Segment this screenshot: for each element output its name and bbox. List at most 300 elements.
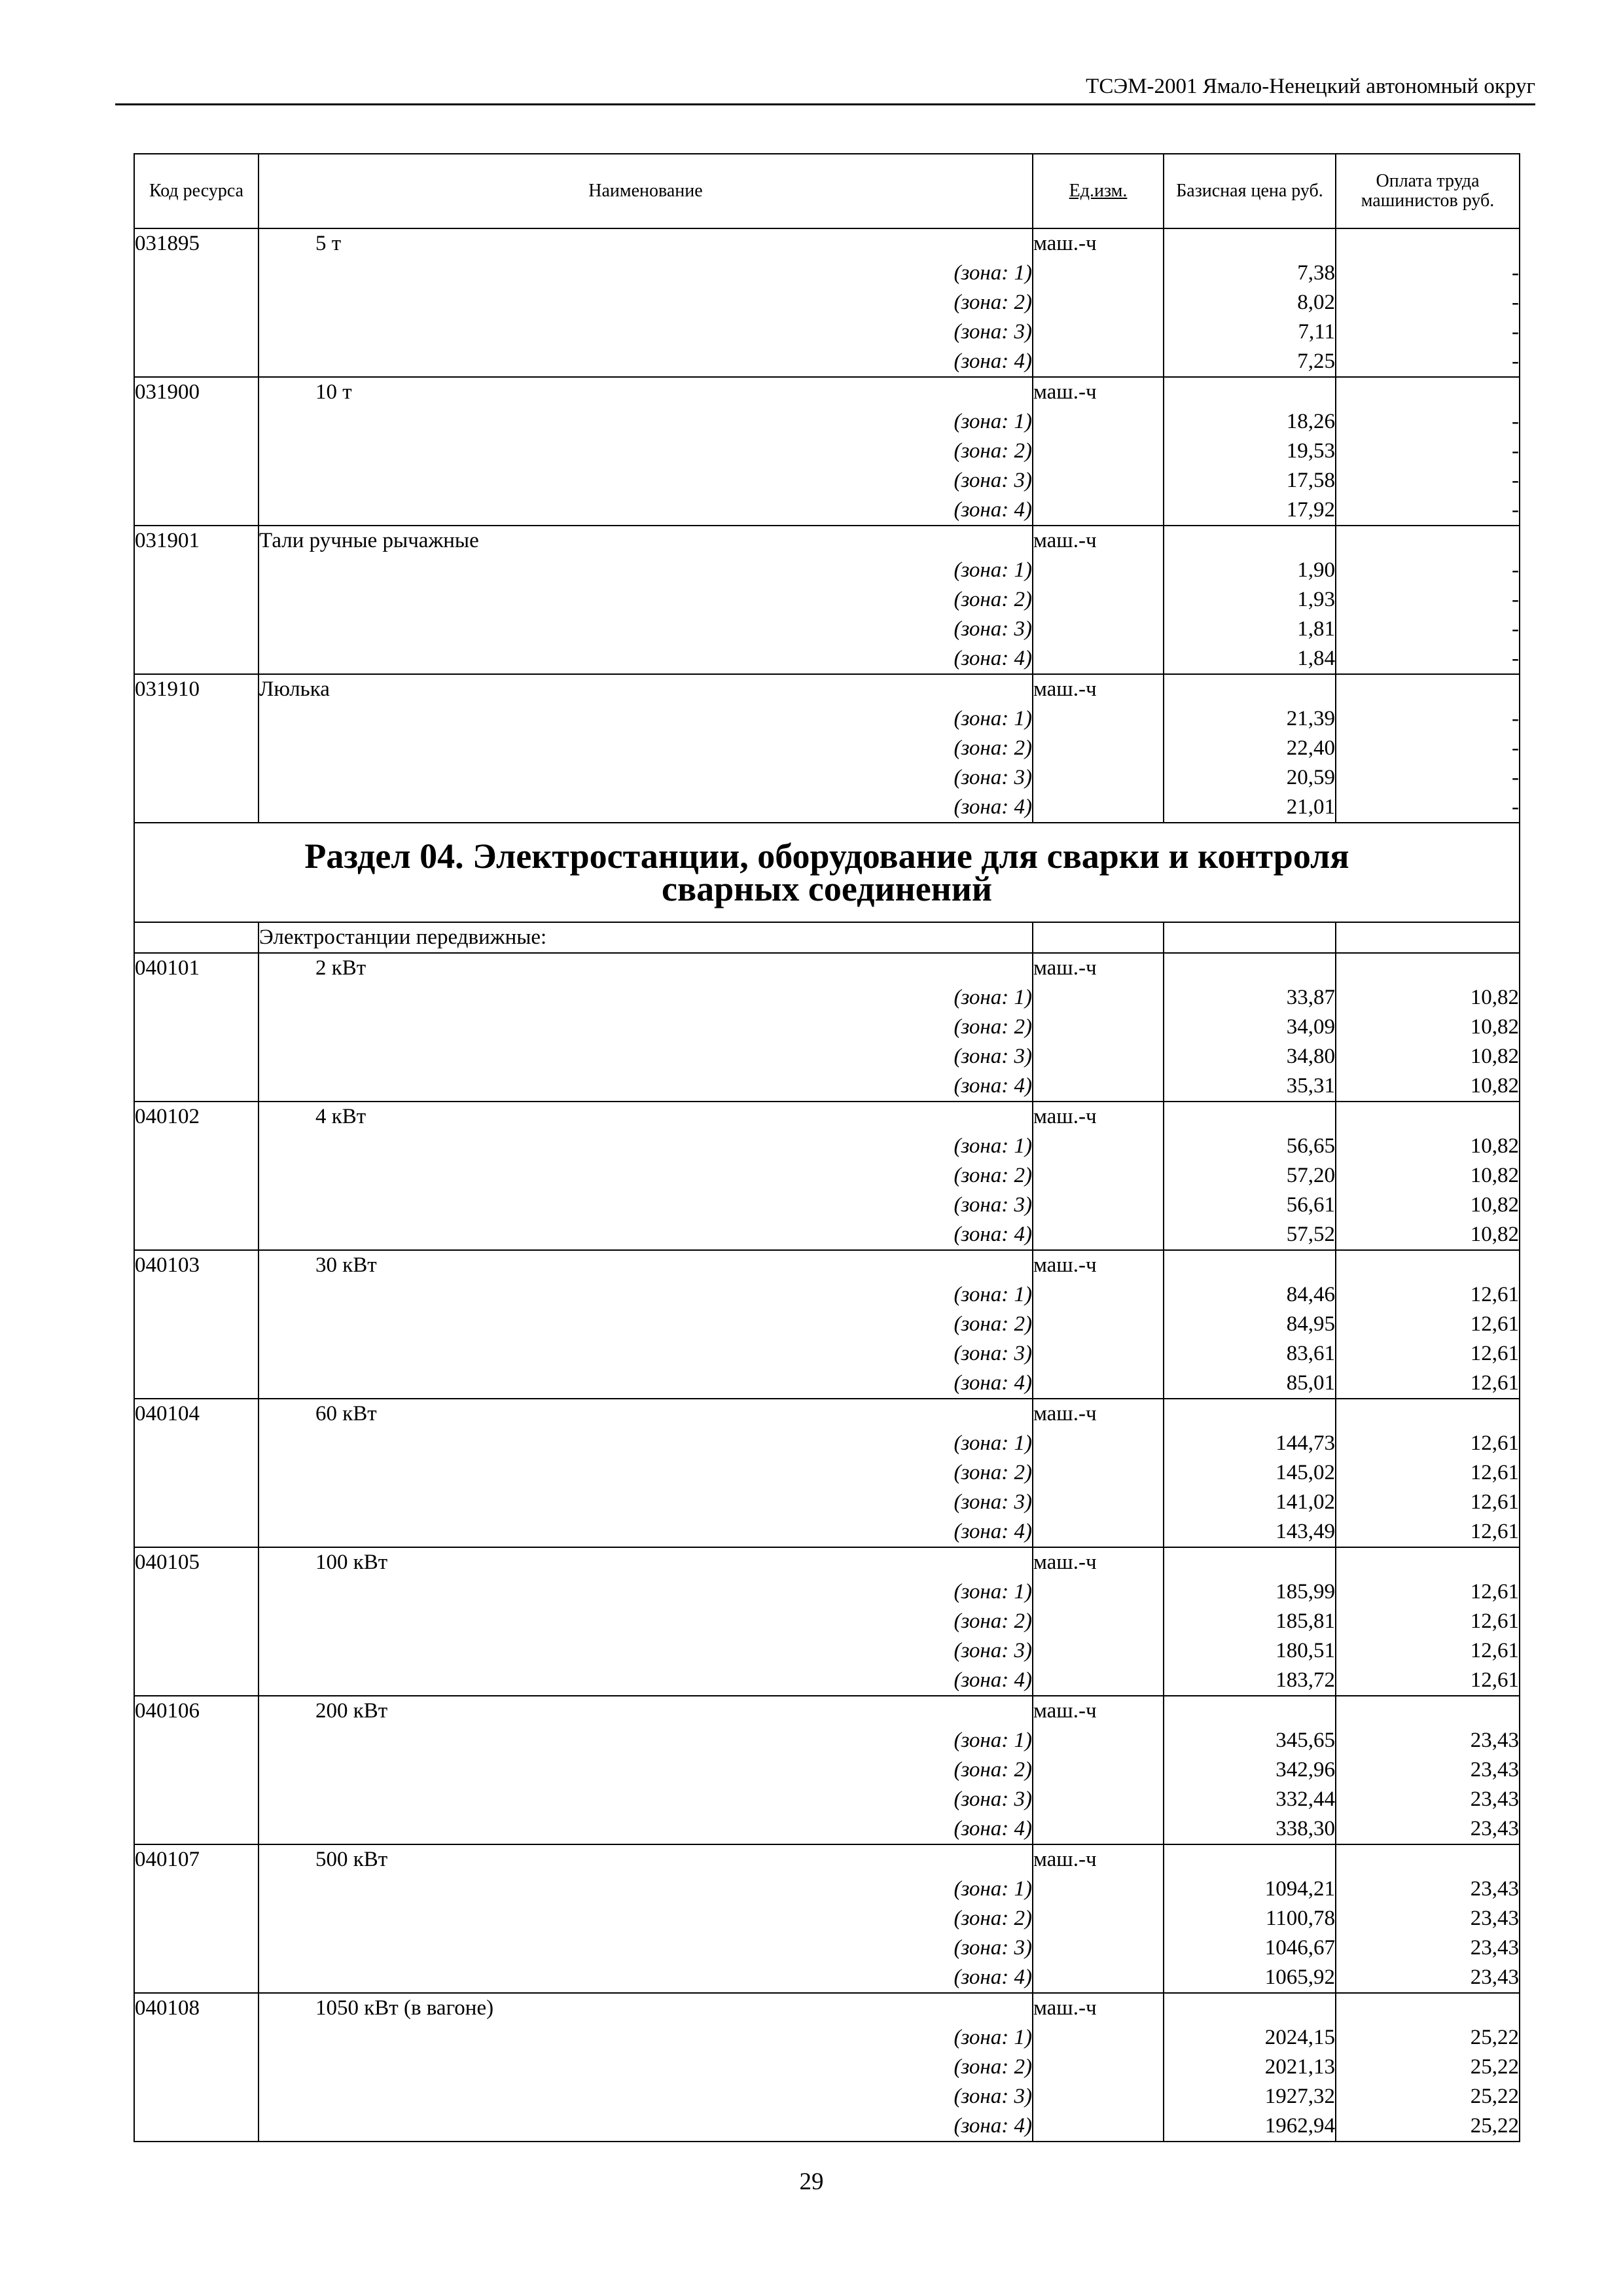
zone-unit-cell <box>1033 1755 1164 1785</box>
price-cell <box>1164 1250 1336 1280</box>
zone-code-cell <box>134 288 259 317</box>
zone-price: 185,81 <box>1164 1607 1336 1636</box>
subsection-row <box>134 922 1520 953</box>
resource-code: 031910 <box>134 674 259 704</box>
zone-label: (зона: 1) <box>259 1429 1033 1458</box>
zone-price: 342,96 <box>1164 1755 1336 1785</box>
resource-code: 040107 <box>134 1844 259 1874</box>
zone-label: (зона: 4) <box>259 1963 1033 1993</box>
zone-unit-cell <box>1033 1636 1164 1666</box>
zone-label: (зона: 4) <box>259 1666 1033 1696</box>
zone-code-cell <box>134 1339 259 1369</box>
zone-code-cell <box>134 1814 259 1844</box>
zone-price: 85,01 <box>1164 1369 1336 1399</box>
zone-wage: 23,43 <box>1336 1904 1520 1933</box>
section-row <box>134 823 1520 922</box>
zone-label: (зона: 1) <box>259 407 1033 437</box>
zone-code-cell <box>134 1132 259 1161</box>
zone-row <box>134 763 1520 793</box>
zone-wage: 23,43 <box>1336 1933 1520 1963</box>
table-header-row <box>134 154 1520 228</box>
zone-unit-cell <box>1033 466 1164 495</box>
zone-label: (зона: 1) <box>259 1132 1033 1161</box>
zone-price: 84,46 <box>1164 1280 1336 1310</box>
column-header-wage: Оплата труда машинистов руб. <box>1336 154 1520 228</box>
zone-price: 84,95 <box>1164 1310 1336 1339</box>
zone-price: 20,59 <box>1164 763 1336 793</box>
zone-unit-cell <box>1033 1874 1164 1904</box>
resource-price-table <box>134 153 1520 2142</box>
zone-price: 19,53 <box>1164 437 1336 466</box>
zone-label: (зона: 1) <box>259 1280 1033 1310</box>
zone-label: (зона: 4) <box>259 347 1033 377</box>
zone-row <box>134 1933 1520 1963</box>
wage-cell <box>1336 228 1520 259</box>
zone-unit-cell <box>1033 1429 1164 1458</box>
zone-code-cell <box>134 644 259 674</box>
zone-wage: 12,61 <box>1336 1429 1520 1458</box>
price-cell <box>1164 674 1336 704</box>
zone-label: (зона: 3) <box>259 1191 1033 1220</box>
zone-wage: - <box>1336 259 1520 288</box>
zone-price: 56,65 <box>1164 1132 1336 1161</box>
zone-wage: - <box>1336 347 1520 377</box>
zone-unit-cell <box>1033 1933 1164 1963</box>
zone-label: (зона: 2) <box>259 1904 1033 1933</box>
zone-row <box>134 793 1520 823</box>
zone-wage: 12,61 <box>1336 1636 1520 1666</box>
zone-price: 1046,67 <box>1164 1933 1336 1963</box>
zone-wage: - <box>1336 763 1520 793</box>
zone-unit-cell <box>1033 1458 1164 1488</box>
zone-code-cell <box>134 1280 259 1310</box>
zone-wage: 25,22 <box>1336 2082 1520 2111</box>
zone-row <box>134 1963 1520 1993</box>
zone-label: (зона: 3) <box>259 1488 1033 1517</box>
resource-code: 040106 <box>134 1696 259 1726</box>
zone-row <box>134 734 1520 763</box>
resource-unit: маш.-ч <box>1033 1399 1164 1429</box>
zone-wage: - <box>1336 704 1520 734</box>
zone-row <box>134 1488 1520 1517</box>
zone-code-cell <box>134 1517 259 1547</box>
zone-price: 1927,32 <box>1164 2082 1336 2111</box>
resource-code: 040105 <box>134 1547 259 1577</box>
zone-row <box>134 1785 1520 1814</box>
zone-unit-cell <box>1033 1369 1164 1399</box>
zone-row <box>134 1517 1520 1547</box>
zone-wage: 23,43 <box>1336 1874 1520 1904</box>
wage-cell <box>1336 1547 1520 1577</box>
resource-unit: маш.-ч <box>1033 377 1164 407</box>
zone-code-cell <box>134 407 259 437</box>
zone-price: 17,92 <box>1164 495 1336 526</box>
zone-unit-cell <box>1033 2082 1164 2111</box>
price-cell <box>1164 1547 1336 1577</box>
zone-wage: 23,43 <box>1336 1726 1520 1755</box>
zone-label: (зона: 1) <box>259 259 1033 288</box>
zone-unit-cell <box>1033 1517 1164 1547</box>
zone-unit-cell <box>1033 1191 1164 1220</box>
wage-cell <box>1336 1399 1520 1429</box>
resource-unit: маш.-ч <box>1033 1547 1164 1577</box>
zone-unit-cell <box>1033 1814 1164 1844</box>
zone-unit-cell <box>1033 1071 1164 1102</box>
zone-wage: - <box>1336 734 1520 763</box>
zone-label: (зона: 3) <box>259 615 1033 644</box>
zone-price: 57,20 <box>1164 1161 1336 1191</box>
zone-code-cell <box>134 585 259 615</box>
resource-unit: маш.-ч <box>1033 1696 1164 1726</box>
zone-code-cell <box>134 1577 259 1607</box>
resource-unit: маш.-ч <box>1033 526 1164 556</box>
resource-code: 031900 <box>134 377 259 407</box>
zone-code-cell <box>134 317 259 347</box>
zone-price: 18,26 <box>1164 407 1336 437</box>
zone-wage: 10,82 <box>1336 983 1520 1013</box>
zone-unit-cell <box>1033 1963 1164 1993</box>
zone-unit-cell <box>1033 437 1164 466</box>
zone-price: 141,02 <box>1164 1488 1336 1517</box>
zone-wage: 12,61 <box>1336 1280 1520 1310</box>
running-title: ТСЭМ-2001 Ямало-Ненецкий автономный округ <box>1086 75 1535 98</box>
zone-wage: 25,22 <box>1336 2023 1520 2053</box>
zone-unit-cell <box>1033 288 1164 317</box>
zone-price: 1962,94 <box>1164 2111 1336 2142</box>
zone-label: (зона: 1) <box>259 1726 1033 1755</box>
zone-code-cell <box>134 1666 259 1696</box>
zone-code-cell <box>134 615 259 644</box>
zone-code-cell <box>134 1726 259 1755</box>
zone-row <box>134 347 1520 377</box>
section-block <box>134 823 1520 953</box>
zone-label: (зона: 3) <box>259 1636 1033 1666</box>
zone-code-cell <box>134 2053 259 2082</box>
zone-label: (зона: 2) <box>259 1013 1033 1042</box>
zone-price: 345,65 <box>1164 1726 1336 1755</box>
wage-cell <box>1336 1102 1520 1132</box>
zone-code-cell <box>134 983 259 1013</box>
zone-row <box>134 437 1520 466</box>
table-body-top <box>134 228 1520 823</box>
zone-row <box>134 1013 1520 1042</box>
zone-code-cell <box>134 1755 259 1785</box>
zone-code-cell <box>134 556 259 585</box>
resource-name: 100 кВт <box>259 1547 1033 1577</box>
zone-unit-cell <box>1033 1607 1164 1636</box>
zone-price: 1094,21 <box>1164 1874 1336 1904</box>
price-cell <box>1164 228 1336 259</box>
zone-row <box>134 1458 1520 1488</box>
zone-unit-cell <box>1033 585 1164 615</box>
zone-unit-cell <box>1033 1132 1164 1161</box>
resource-code: 040101 <box>134 953 259 983</box>
zone-label: (зона: 3) <box>259 1339 1033 1369</box>
zone-label: (зона: 2) <box>259 437 1033 466</box>
zone-unit-cell <box>1033 1904 1164 1933</box>
zone-price: 8,02 <box>1164 288 1336 317</box>
resource-unit: маш.-ч <box>1033 953 1164 983</box>
resource-code: 040103 <box>134 1250 259 1280</box>
zone-code-cell <box>134 1636 259 1666</box>
resource-name: 500 кВт <box>259 1844 1033 1874</box>
zone-price: 1,81 <box>1164 615 1336 644</box>
zone-label: (зона: 4) <box>259 2111 1033 2142</box>
resource-name: 200 кВт <box>259 1696 1033 1726</box>
zone-unit-cell <box>1033 259 1164 288</box>
zone-wage: 23,43 <box>1336 1755 1520 1785</box>
zone-row <box>134 466 1520 495</box>
zone-code-cell <box>134 1874 259 1904</box>
zone-unit-cell <box>1033 763 1164 793</box>
zone-code-cell <box>134 437 259 466</box>
zone-price: 1,84 <box>1164 644 1336 674</box>
zone-unit-cell <box>1033 704 1164 734</box>
zone-row <box>134 644 1520 674</box>
wage-cell <box>1336 377 1520 407</box>
zone-label: (зона: 4) <box>259 1814 1033 1844</box>
subsection-title: Электростанции передвижные: <box>259 922 1033 953</box>
zone-price: 1,90 <box>1164 556 1336 585</box>
zone-label: (зона: 4) <box>259 644 1033 674</box>
zone-wage: 12,61 <box>1336 1339 1520 1369</box>
zone-row <box>134 1666 1520 1696</box>
zone-label: (зона: 3) <box>259 2082 1033 2111</box>
zone-unit-cell <box>1033 1726 1164 1755</box>
wage-cell <box>1336 1844 1520 1874</box>
zone-row <box>134 1191 1520 1220</box>
zone-wage: 23,43 <box>1336 1963 1520 1993</box>
zone-wage: 23,43 <box>1336 1814 1520 1844</box>
zone-price: 21,01 <box>1164 793 1336 823</box>
zone-row <box>134 1310 1520 1339</box>
zone-price: 1065,92 <box>1164 1963 1336 1993</box>
zone-price: 183,72 <box>1164 1666 1336 1696</box>
zone-code-cell <box>134 2023 259 2053</box>
zone-price: 145,02 <box>1164 1458 1336 1488</box>
zone-label: (зона: 2) <box>259 1755 1033 1785</box>
zone-unit-cell <box>1033 407 1164 437</box>
zone-code-cell <box>134 1904 259 1933</box>
zone-code-cell <box>134 763 259 793</box>
zone-wage: - <box>1336 556 1520 585</box>
resource-unit: маш.-ч <box>1033 1844 1164 1874</box>
zone-unit-cell <box>1033 1161 1164 1191</box>
wage-cell <box>1336 674 1520 704</box>
zone-code-cell <box>134 1310 259 1339</box>
zone-row <box>134 1132 1520 1161</box>
zone-row <box>134 1071 1520 1102</box>
zone-row <box>134 1814 1520 1844</box>
zone-label: (зона: 3) <box>259 1933 1033 1963</box>
zone-price: 2024,15 <box>1164 2023 1336 2053</box>
zone-unit-cell <box>1033 1220 1164 1250</box>
zone-code-cell <box>134 1220 259 1250</box>
page-number: 29 <box>799 2168 824 2195</box>
zone-row <box>134 1607 1520 1636</box>
zone-row <box>134 1369 1520 1399</box>
zone-row <box>134 585 1520 615</box>
zone-unit-cell <box>1033 1339 1164 1369</box>
zone-code-cell <box>134 1785 259 1814</box>
zone-price: 144,73 <box>1164 1429 1336 1458</box>
resource-name: 2 кВт <box>259 953 1033 983</box>
zone-row <box>134 704 1520 734</box>
zone-row <box>134 1874 1520 1904</box>
price-cell <box>1164 1399 1336 1429</box>
zone-unit-cell <box>1033 1310 1164 1339</box>
zone-price: 332,44 <box>1164 1785 1336 1814</box>
zone-price: 34,09 <box>1164 1013 1336 1042</box>
zone-price: 56,61 <box>1164 1191 1336 1220</box>
zone-row <box>134 495 1520 526</box>
zone-code-cell <box>134 259 259 288</box>
zone-row <box>134 2111 1520 2142</box>
zone-row <box>134 288 1520 317</box>
zone-row <box>134 2053 1520 2082</box>
zone-price: 7,11 <box>1164 317 1336 347</box>
zone-wage: - <box>1336 585 1520 615</box>
zone-unit-cell <box>1033 615 1164 644</box>
subsection-code-cell <box>134 922 259 953</box>
zone-price: 2021,13 <box>1164 2053 1336 2082</box>
zone-code-cell <box>134 1191 259 1220</box>
zone-wage: 10,82 <box>1336 1191 1520 1220</box>
price-cell <box>1164 377 1336 407</box>
resource-name: 1050 кВт (в вагоне) <box>259 1993 1033 2023</box>
zone-code-cell <box>134 1488 259 1517</box>
zone-price: 185,99 <box>1164 1577 1336 1607</box>
zone-code-cell <box>134 734 259 763</box>
resource-code: 040108 <box>134 1993 259 2023</box>
zone-label: (зона: 3) <box>259 317 1033 347</box>
zone-code-cell <box>134 1071 259 1102</box>
zone-wage: - <box>1336 317 1520 347</box>
zone-row <box>134 407 1520 437</box>
resource-code: 031895 <box>134 228 259 259</box>
zone-row <box>134 1429 1520 1458</box>
resource-row <box>134 1844 1520 1874</box>
subsection-wage-cell <box>1336 922 1520 953</box>
zone-wage: 12,61 <box>1336 1607 1520 1636</box>
zone-label: (зона: 4) <box>259 793 1033 823</box>
zone-label: (зона: 2) <box>259 1161 1033 1191</box>
zone-code-cell <box>134 793 259 823</box>
zone-code-cell <box>134 466 259 495</box>
zone-price: 21,39 <box>1164 704 1336 734</box>
resource-row <box>134 953 1520 983</box>
resource-row <box>134 228 1520 259</box>
zone-unit-cell <box>1033 1577 1164 1607</box>
column-header-code: Код ресурса <box>134 154 259 228</box>
zone-wage: 25,22 <box>1336 2111 1520 2142</box>
zone-unit-cell <box>1033 1488 1164 1517</box>
zone-unit-cell <box>1033 1042 1164 1071</box>
zone-wage: - <box>1336 466 1520 495</box>
wage-cell <box>1336 953 1520 983</box>
zone-row <box>134 1220 1520 1250</box>
wage-cell <box>1336 1696 1520 1726</box>
zone-row <box>134 1339 1520 1369</box>
zone-price: 1100,78 <box>1164 1904 1336 1933</box>
zone-wage: - <box>1336 407 1520 437</box>
zone-label: (зона: 3) <box>259 466 1033 495</box>
zone-row <box>134 1042 1520 1071</box>
zone-label: (зона: 2) <box>259 585 1033 615</box>
zone-label: (зона: 1) <box>259 2023 1033 2053</box>
column-header-price: Базисная цена руб. <box>1164 154 1336 228</box>
wage-cell <box>1336 1993 1520 2023</box>
zone-unit-cell <box>1033 983 1164 1013</box>
wage-cell <box>1336 526 1520 556</box>
price-cell <box>1164 1696 1336 1726</box>
table-body-bottom <box>134 953 1520 2142</box>
zone-label: (зона: 4) <box>259 1220 1033 1250</box>
zone-unit-cell <box>1033 347 1164 377</box>
zone-label: (зона: 1) <box>259 704 1033 734</box>
wage-cell <box>1336 1250 1520 1280</box>
column-header-name: Наименование <box>259 154 1033 228</box>
column-header-unit: Ед.изм. <box>1033 154 1164 228</box>
zone-row <box>134 1755 1520 1785</box>
zone-code-cell <box>134 1458 259 1488</box>
zone-wage: 12,61 <box>1336 1577 1520 1607</box>
zone-wage: - <box>1336 288 1520 317</box>
resource-unit: маш.-ч <box>1033 1250 1164 1280</box>
zone-label: (зона: 2) <box>259 1607 1033 1636</box>
zone-price: 22,40 <box>1164 734 1336 763</box>
zone-wage: - <box>1336 437 1520 466</box>
resource-code: 040104 <box>134 1399 259 1429</box>
resource-name: 30 кВт <box>259 1250 1033 1280</box>
zone-row <box>134 2023 1520 2053</box>
zone-label: (зона: 2) <box>259 2053 1033 2082</box>
resource-name: Тали ручные рычажные <box>259 526 1033 556</box>
zone-row <box>134 1577 1520 1607</box>
zone-label: (зона: 1) <box>259 1874 1033 1904</box>
resource-name: 4 кВт <box>259 1102 1033 1132</box>
zone-wage: 10,82 <box>1336 1013 1520 1042</box>
zone-label: (зона: 4) <box>259 1071 1033 1102</box>
zone-price: 83,61 <box>1164 1339 1336 1369</box>
price-cell <box>1164 953 1336 983</box>
zone-code-cell <box>134 1369 259 1399</box>
subsection-price-cell <box>1164 922 1336 953</box>
resource-row <box>134 1993 1520 2023</box>
resource-code: 040102 <box>134 1102 259 1132</box>
zone-label: (зона: 4) <box>259 1517 1033 1547</box>
resource-unit: маш.-ч <box>1033 228 1164 259</box>
price-cell <box>1164 526 1336 556</box>
zone-unit-cell <box>1033 1280 1164 1310</box>
zone-wage: 10,82 <box>1336 1071 1520 1102</box>
zone-unit-cell <box>1033 1666 1164 1696</box>
zone-wage: - <box>1336 495 1520 526</box>
header-rule <box>115 103 1535 105</box>
zone-wage: 23,43 <box>1336 1785 1520 1814</box>
zone-wage: 10,82 <box>1336 1042 1520 1071</box>
zone-unit-cell <box>1033 734 1164 763</box>
zone-code-cell <box>134 1161 259 1191</box>
zone-code-cell <box>134 2111 259 2142</box>
zone-price: 338,30 <box>1164 1814 1336 1844</box>
zone-price: 180,51 <box>1164 1636 1336 1666</box>
zone-label: (зона: 4) <box>259 1369 1033 1399</box>
section-title: Раздел 04. Электростанции, оборудование для сварки и контроля сварных соединений <box>134 823 1520 922</box>
zone-price: 34,80 <box>1164 1042 1336 1071</box>
zone-row <box>134 615 1520 644</box>
zone-unit-cell <box>1033 495 1164 526</box>
